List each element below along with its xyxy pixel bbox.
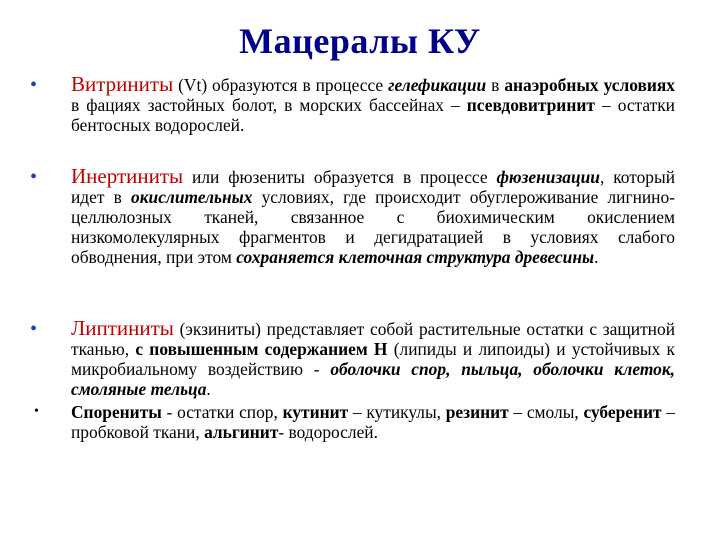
- bullet-marker: •: [34, 404, 39, 419]
- term-inertinite: Инертиниты: [71, 164, 184, 188]
- bullet-marker: •: [30, 166, 38, 188]
- bullet-marker: •: [30, 318, 38, 340]
- term-sporinite: Спорениты: [71, 402, 162, 422]
- bullet-text: Спорениты - остатки спор, кутинит – кутикулы, резинит – смолы, суберенит – пробковой ткани, альгинит- водорослей.: [71, 402, 675, 442]
- term-vitrinite: Витриниты: [71, 72, 174, 96]
- bullet-vitrinite: [30, 74, 675, 135]
- bullet-liptinite: [30, 318, 675, 399]
- bullet-text: Инертиниты или фюзениты образуется в процессе фюзенизации, который идет в окислительных условиях, где происходит обуглероживание лигнино-целлюлозных тканей, связанное с биохимическим окислением низкомолекулярных фрагментов и дегидратацией в условиях слабого обводнения, при этом сохраняется клеточная структура древесины.: [71, 164, 675, 267]
- bullet-marker: •: [30, 74, 38, 96]
- slide-title: Мацералы КУ: [239, 21, 481, 61]
- bullet-text: Витриниты (Vt) образуются в процессе гелефикации в анаэробных условиях в фациях застойных болот, в морских бассейнах – псевдовитринит – остатки бентосных водорослей.: [71, 72, 675, 135]
- bullet-inertinite: [30, 166, 675, 267]
- bullet-sporinite: [30, 402, 675, 442]
- bullet-text: Липтиниты (экзиниты) представляет собой растительные остатки с защитной тканью, с повышенным содержанием Н (липиды и липоиды) и устойчивых к микробиальному воздействию - оболочки спор, пыльца, оболочки клеток, смоляные тельца.: [71, 316, 675, 399]
- term-liptinite: Липтиниты: [71, 316, 174, 340]
